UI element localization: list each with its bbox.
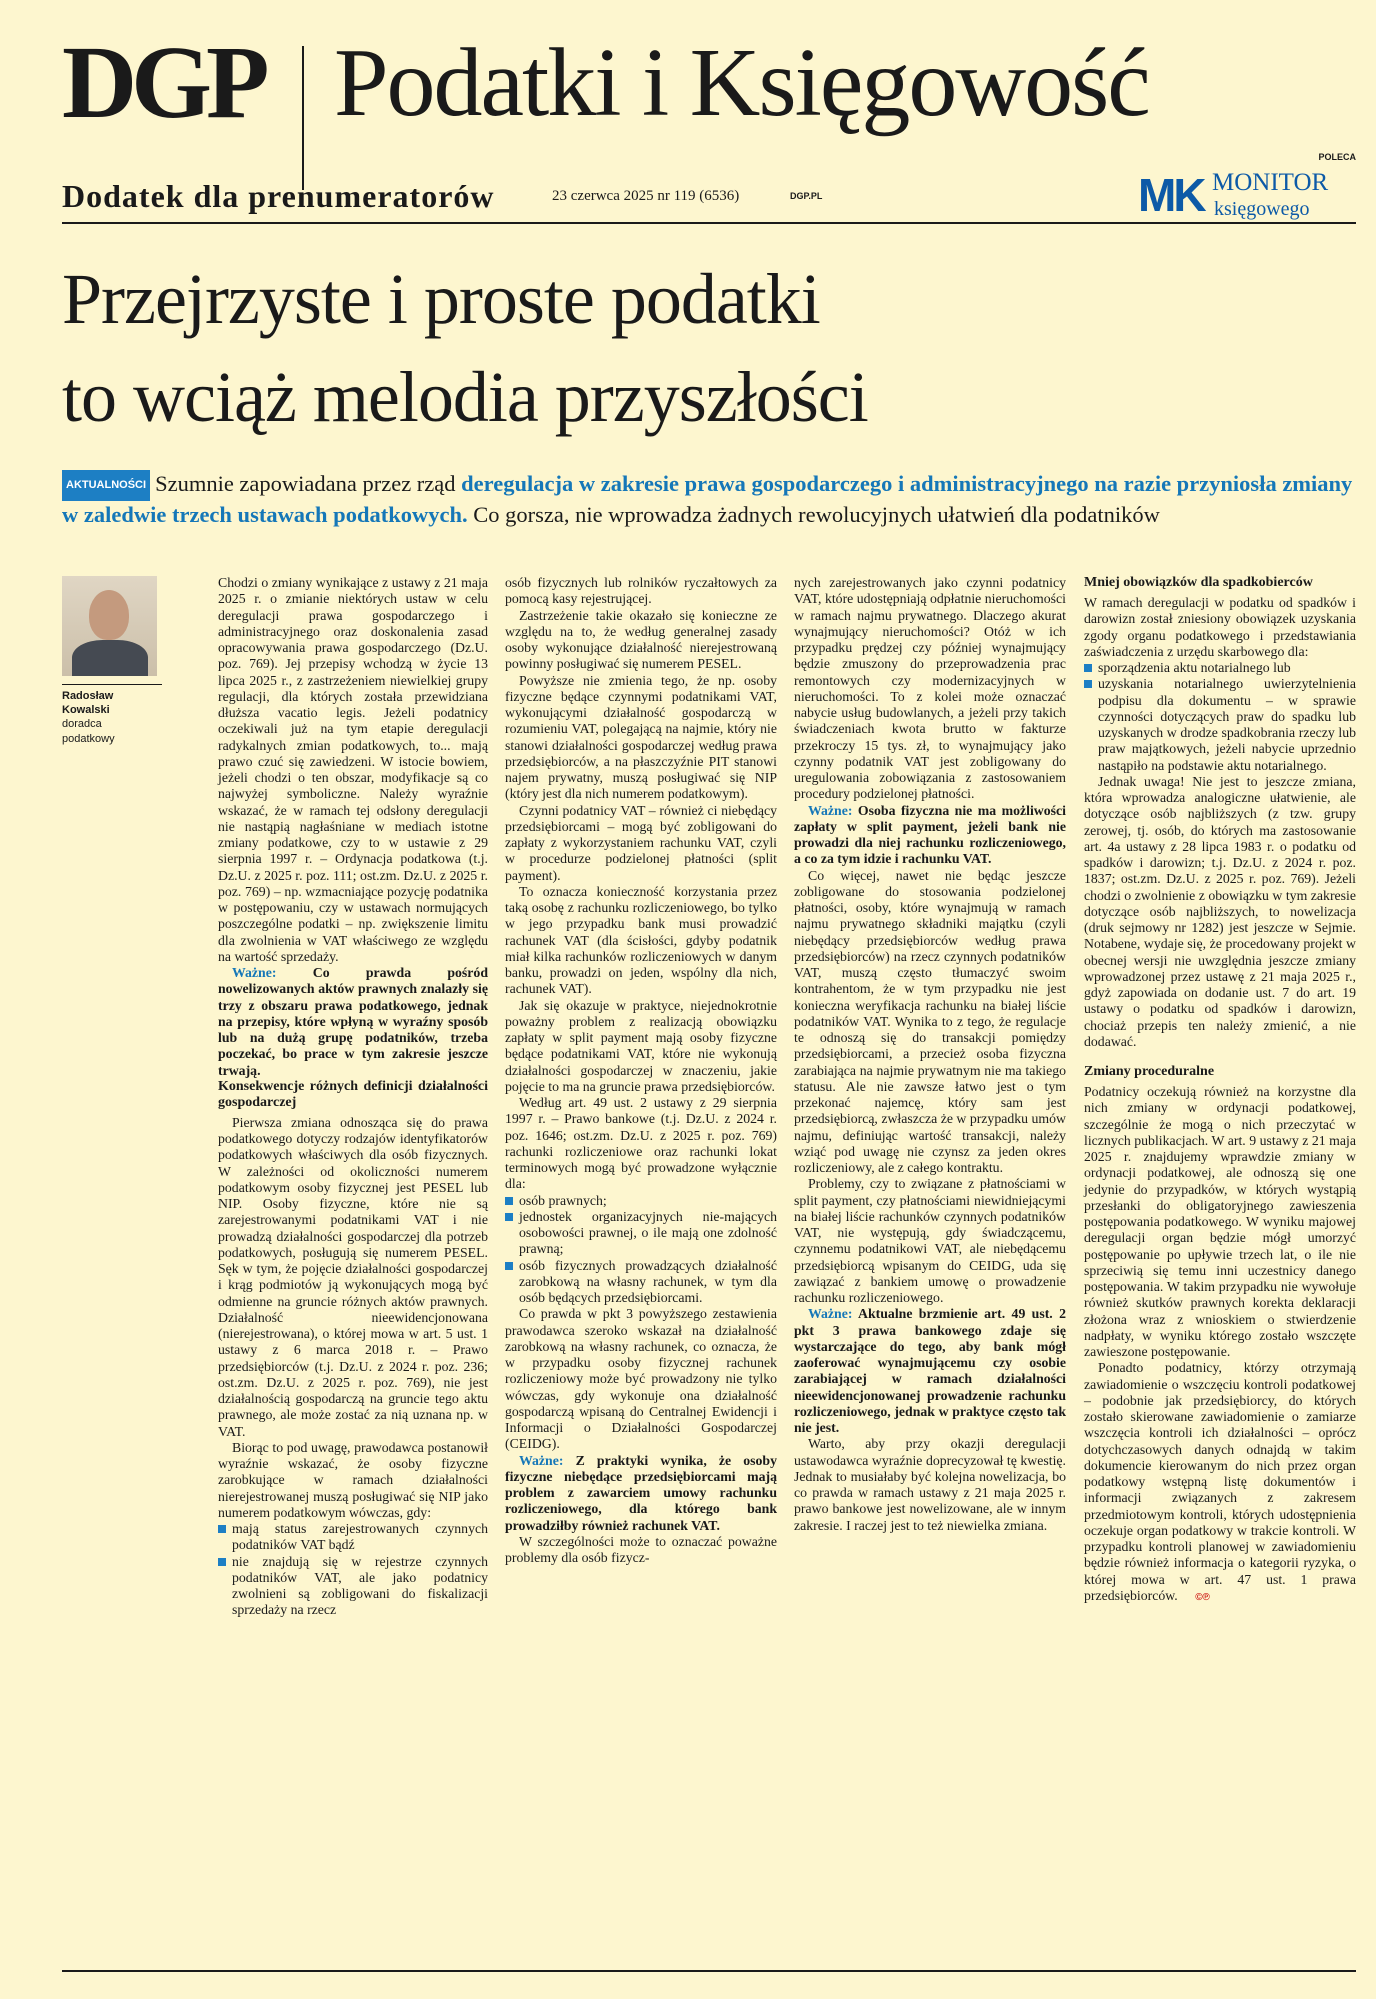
category-tag[interactable]: AKTUALNOŚCI — [62, 470, 150, 501]
author-role: doradca podatkowy — [62, 718, 115, 745]
paragraph: W szczególności może to oznaczać poważne problemy dla osób fizycz- — [505, 1533, 777, 1565]
important-note: Ważne: Co prawda pośród nowelizowanych aktów prawnych znalazły się trzy z obszaru prawa podatkowego, jednak na przepisy, które wpłyną w wyraźny sposób lub na dużą grupę podatników, trzeba poczekać, bo prace w tym zakresie jeszcze trwają. — [218, 965, 488, 1078]
paragraph: Co prawda w pkt 3 powyższego zestawienia prawodawca szeroko wskazał na działalność zarobkową na własny rachunek, co oznacza, że w przypadku osoby fizycznej rachunek rozliczeniowy może być prowadzony nie tylko wówczas, gdy wykonuje ona działalność gospodarczą wpisaną do Centralnej Ewidencji i Informacji o Działalności Gospodarczej (CEIDG). — [505, 1306, 777, 1452]
monitor-logo-text[interactable]: MONITOR — [1212, 169, 1329, 196]
paragraph: Biorąc to pod uwagę, prawodawca postanowił wyraźnie wskazać, że osoby fizyczne zarobkujące w ramach działalności nierejestrowanej muszą posługiwać się NIP jako numerem podatkowym wówczas, gdy: — [218, 1439, 488, 1520]
paragraph: Co więcej, nawet nie będąc jeszcze zobligowane do stosowania podzielonej płatności, osoby, które wynajmują w ramach najmu prywatnego składniki majątku (czyli niebędący przedsiębiorców według prawa przedsiębiorców) na rzecz czynnych podatników VAT, muszą często tłumaczyć swoim kontrahentom, że w tym przypadku nie jest konieczna weryfikacja rachunku na białej liście podatników VAT. Wynika to z tego, że regulacje te odnoszą się do transakcji pomiędzy przedsiębiorcami, a przecież osoba fizyczna zarabiająca na najmie prywatnym nie ma takiego statusu. Ale nie zawsze łatwo jest o tym przekonać najemcę, który sam jest przedsiębiorcą, zwłaszcza że w przypadku umów najmu, definiując wartość transakcji, należy wziąć pod uwagę nie czynsz za jeden okres rozliczeniowy, ale z całego kontraktu. — [794, 867, 1066, 1175]
paragraph: Według art. 49 ust. 2 ustawy z 29 sierpnia 1997 r. – Prawo bankowe (t.j. Dz.U. z 2024 r. poz. 1646; ost.zm. Dz.U. z 2025 r. poz. 769) rachunki rozliczeniowe oraz rachunki lokat terminowych mogą być prowadzone wyłącznie dla: — [505, 1095, 777, 1192]
dgp-logo[interactable]: DGP — [62, 25, 264, 140]
lead-highlight: deregulacja w zakresie prawa gospodarczego i administracyjnego na razie przyniosła zmiany w zaledwie trzech ustawach podatkowych. — [62, 471, 1353, 527]
copyright-mark: ©℗ — [1195, 1591, 1210, 1603]
subheading: Zmiany proceduralne — [1084, 1064, 1215, 1079]
article-lead — [62, 470, 1356, 528]
masthead-divider — [302, 46, 304, 190]
author-name: Radosław Kowalski — [62, 684, 162, 717]
paragraph: Zastrzeżenie takie okazało się konieczne ze względu na to, że według generalnej zasady osoby wykonujące działalność nierejestrowaną powinny posługiwać się numerem PESEL. — [505, 607, 777, 672]
headline-line-1: Przejrzyste i proste podatki — [62, 259, 820, 339]
bottom-rule — [62, 1970, 1356, 1972]
recommends-label: POLECA — [1318, 152, 1356, 162]
bullet-list — [218, 1521, 488, 1619]
masthead — [62, 25, 1356, 228]
important-note: Ważne: Aktualne brzmienie art. 49 ust. 2 pkt 3 prawa bankowego zdaje się wystarczające do tego, aby bank mógł zaoferować wynajmującemu czy osobie zarabiającej w ramach działalności nieewidencjonowanej prowadzenie rachunku rozliczeniowego, jednak w praktyce często tak nie jest. — [794, 1306, 1066, 1435]
list-item: uzyskania notarialnego uwierzytelnienia podpisu dla dokumentu – w sprawie czynności dotyczących praw do spadku lub uzyskanych w drodze spadkobrania rzeczy lub praw majątkowych, jeżeli nabycie uprzednio nastąpiło na podstawie aktu notarialnego. — [1084, 676, 1356, 774]
paragraph: Ponadto podatnicy, którzy otrzymają zawiadomienie o wszczęciu kontroli podatkowej – podobnie jak przedsiębiorcy, do których zostało skierowane zawiadomienie o zamiarze wszczęcia kontroli ich działalności – oprócz dotychczasowych danych odnajdą w takim dokumencie kierowanym do nich przez organ podatkowy wstępną listę dokumentów i informacji związanych z zakresem przedmiotowym kontroli, których udostępnienia oczekuje organ podatkowy w trakcie kontroli. W przypadku kontroli planowej w zawiadomieniu będzie również informacja o kategorii ryzyka, o której mowa w art. 47 ust. 1 prawa przedsiębiorców. ©℗ — [1084, 1360, 1356, 1603]
list-item: sporządzenia aktu notarialnego lub — [1084, 660, 1356, 676]
site-link[interactable]: DGP.PL — [790, 191, 823, 201]
list-item: nie znajdują się w rejestrze czynnych podatników VAT, ale jako podatnicy zwolnieni są zobligowani do fiskalizacji sprzedaży na rzecz — [218, 1554, 488, 1619]
paragraph: Jednak uwaga! Nie jest to jeszcze zmiana, która wprowadza analogiczne ułatwienie, ale dotyczące osób najbliższych (z tzw. grupy zerowej, tj. osób, do których ma zastosowanie art. 4a ustawy z 28 lipca 1983 r. o podatku od spadków i darowizn; t.j. Dz.U. z 2024 r. poz. 1837; ost.zm. Dz.U. z 2025 r. poz. 769). Jeżeli chodzi o zwolnienie z obowiązku w tym zakresie dotyczące osób najbliższych, to nowelizacja (druk sejmowy nr 1282) jest jeszcze w Sejmie. Notabene, wydaje się, że procedowany projekt w obecnej wersji nie uwzględnia jeszcze zmiany wprowadzonej przez ustawę z 21 maja 2025 r., gdyż zapowiada on dodanie ust. 7 do art. 19 ustawy o podatku od spadków i darowizn, chociaż przepis ten należy zmienić, a nie dodawać. — [1084, 773, 1356, 1049]
issue-date: 23 czerwca 2025 nr 119 (6536) — [552, 188, 740, 204]
supplement-label: Dodatek dla prenumeratorów — [62, 178, 495, 214]
author-box — [62, 576, 162, 747]
list-item: osób prawnych; — [505, 1193, 777, 1209]
headline-line-2: to wciąż melodia przyszłości — [62, 357, 868, 437]
paragraph: Podatnicy oczekują również na korzystne dla nich zmiany w ordynacji podatkowej, szczególnie że mogą o nich przeczytać w licznych publikacjach. W art. 9 ustawy z 21 maja 2025 r. znajdujemy wprawdzie zmiany w ordynacji podatkowej, ale odnoszą się one jedynie do przypadków, w których wystąpią przesłanki do obligatoryjnego zawieszenia postępowania podatkowego. W wyniku majowej deregulacji organ będzie mógł umorzyć postępowanie po upływie trzech lat, o ile nie sprzeciwią się temu inni uczestnicy danego postępowania. W takim przypadku nie wywołuje również skutków prawnych korekta deklaracji złożona wraz z wnioskiem o stwierdzenie nadpłaty, w wyniku którego zostało wszczęte zawieszone postępowanie. — [1084, 1084, 1356, 1359]
subheading: Mniej obowiązków dla spadkobierców — [1084, 575, 1313, 590]
bullet-list — [505, 1193, 777, 1307]
paragraph: Warto, aby przy okazji deregulacji ustawodawca wyraźnie doprecyzował tę kwestię. Jednak to musiałaby być kolejna nowelizacja, bo co prawda w ramach ustawy z 21 maja 2025 r. prawo bankowe jest nowelizowane, ale w innym zakresie. I raczej jest to też niewielka zmiana. — [794, 1436, 1066, 1533]
subheading: Konsekwencje różnych definicji działalności gospodarczej — [218, 1078, 488, 1110]
paragraph: osób fizycznych lub rolników ryczałtowych za pomocą kasy rejestrującej. — [505, 575, 777, 607]
important-note: Ważne: Osoba fizyczna nie ma możliwości zapłaty w split payment, jeżeli bank nie prowadzi dla niej rachunku rozliczeniowego, a co za tym idzie i rachunku VAT. — [794, 802, 1066, 867]
lead-text-1: Szumnie zapowiadana przez rząd — [155, 471, 462, 496]
article-column-1 — [218, 575, 488, 1619]
monitor-logo-mark[interactable]: MK — [1138, 169, 1204, 221]
list-item: osób fizycznych prowadzących działalność zarobkową na własny rachunek, w tym dla osób będących przedsiębiorcami. — [505, 1258, 777, 1307]
masthead-rule — [62, 222, 1356, 224]
paragraph: W ramach deregulacji w podatku od spadków i darowizn został zniesiony obowiązek uzyskania zgody organu podatkowego i przedstawiania zaświadczenia z urzędu skarbowego dla: — [1084, 595, 1356, 659]
bullet-list — [1084, 660, 1356, 774]
paragraph: Problemy, czy to związane z płatnościami w split payment, czy płatnościami niewidniejącymi na białej liście rachunków czynnych podatników VAT, nie występują, gdy świadczącemu, czynnemu podatnikowi VAT, ale niebędącemu przedsiębiorcą wpisanym do CEIDG, uda się zawiązać z bankiem umowę o prowadzenie rachunku rozliczeniowego. — [794, 1176, 1066, 1305]
article-headline — [62, 250, 1312, 446]
article-column-2 — [505, 575, 777, 1566]
paragraph: Czynni podatnicy VAT – również ci niebędący przedsiębiorcami – mogą być zobligowani do zapłaty z wykorzystaniem rachunku VAT, czyli w procedurze podzielonej płatności (split payment). — [505, 802, 777, 883]
paragraph: To oznacza konieczność korzystania przez taką osobę z rachunku rozliczeniowego, bo tylko w jego przypadku bank musi prowadzić rachunek VAT (dla ścisłości, gdyby podatnik miał kilka rachunków rozliczeniowych w danym banku, prowadzi on jeden, wspólny dla nich, rachunek VAT). — [505, 883, 777, 997]
author-photo — [62, 576, 157, 676]
paragraph: Chodzi o zmiany wynikające z ustawy z 21 maja 2025 r. o zmianie niektórych ustaw w celu deregulacji prawa gospodarczego i administracyjnego oraz doskonalenia zasad opracowywania prawa gospodarczego (Dz.U. poz. 769). Jej przepisy wchodzą w życie 13 lipca 2025 r., z zastrzeżeniem niewielkiej grupy regulacji, dla których została przewidziana dłuższa vacatio legis. Jeżeli podatnicy oczekiwali już na tym etapie deregulacji radykalnych zmian podatkowych, to... mają prawo czuć się zawiedzeni. W istocie bowiem, jeżeli chodzi o ten obszar, modyfikacje są co najwyżej symboliczne. Należy wyraźnie wskazać, że w ramach tej odsłony deregulacji nie nastąpią nagłaśniane w mediach istotne zmiany podatkowe, czy to w ustawie z 29 sierpnia 1997 r. – Ordynacja podatkowa (t.j. Dz.U. z 2025 r. poz. 111; ost.zm. Dz.U. z 2025 r. poz. 769) – np. wzmacniające pozycję podatnika w postępowaniu, czy w ustawach normujących poszczególne podatki – np. zwiększenie limitu dla zwolnienia w VAT właściwego ze względu na wartość sprzedaży. — [218, 575, 488, 964]
paragraph: Pierwsza zmiana odnosząca się do prawa podatkowego dotyczy rodzajów identyfikatorów podatkowych właściwych dla osób fizycznych. W zależności od okoliczności numerem podatkowym osoby fizycznej jest PESEL lub NIP. Osoby fizyczne, które nie są zarejestrowanymi podatnikami VAT i nie prowadzą działalności gospodarczej dla potrzeb podatkowych, posługują się numerem PESEL. Sęk w tym, że pojęcie działalności gospodarczej i krąg podmiotów ją wykonujących mogą być odmienne na gruncie różnych aktów prawnych. Działalność nieewidencjonowana (nierejestrowana), o której mowa w art. 5 ust. 1 ustawy z 6 marca 2018 r. – Prawo przedsiębiorców (t.j. Dz.U. z 2024 r. poz. 236; ost.zm. Dz.U. z 2025 r. poz. 769), nie jest działalnością gospodarczą na gruncie tego aktu prawnego, ale może zostać za nią uznana np. w VAT. — [218, 1114, 488, 1439]
list-item: mają status zarejestrowanych czynnych podatników VAT bądź — [218, 1521, 488, 1554]
monitor-logo-subtext[interactable]: księgowego — [1214, 198, 1310, 220]
article-column-4 — [1084, 575, 1356, 1604]
article-column-3 — [794, 575, 1066, 1534]
paragraph: Powyższe nie zmienia tego, że np. osoby fizyczne będące czynnymi podatnikami VAT, wykonującymi działalność gospodarczą w rozumieniu VAT, polegającą na najmie, który nie stanowi działalności gospodarczej według prawa przedsiębiorców, a na płaszczyźnie PIT stanowi najem prywatny, muszą posługiwać się NIP (który jest dla nich numerem podatkowym). — [505, 672, 777, 802]
section-title: Podatki i Księgowość — [334, 29, 1149, 137]
paragraph: Jak się okazuje w praktyce, niejednokrotnie poważny problem z realizacją obowiązku zapłaty w split payment mają osoby fizyczne będące podatnikami VAT, które nie wykonują działalności gospodarczej w znaczeniu, jakie pojęcie to ma na gruncie prawa przedsiębiorców. — [505, 997, 777, 1094]
list-item: jednostek organizacyjnych nie-mających osobowości prawnej, o ile mają one zdolność prawną; — [505, 1209, 777, 1258]
important-note: Ważne: Z praktyki wynika, że osoby fizyczne niebędące przedsiębiorcami mają problem z zawarciem umowy rachunku rozliczeniowego, dla którego bank prowadziłby również rachunek VAT. — [505, 1452, 777, 1533]
lead-text-2: Co gorsza, nie wprowadza żadnych rewolucyjnych ułatwień dla podatników — [467, 502, 1160, 527]
paragraph: nych zarejestrowanych jako czynni podatnicy VAT, które udostępniają odpłatnie nieruchomości w ramach najmu prywatnego. Dlaczego akurat wynajmujący nieruchomości? Otóż w ich przypadku prędzej czy później wynajmujący będzie zmuszony do przeprowadzenia prac remontowych czy modernizacyjnych w nieruchomości. To z kolei może oznaczać nabycie usług budowlanych, a jeżeli przy takich świadczeniach kwota brutto w fakturze przekroczy 15 tys. zł, to wynajmujący jako czynny podatnik VAT jest zobligowany do uregulowania zobowiązania z zastosowaniem procedury podzielonej płatności. — [794, 575, 1066, 802]
